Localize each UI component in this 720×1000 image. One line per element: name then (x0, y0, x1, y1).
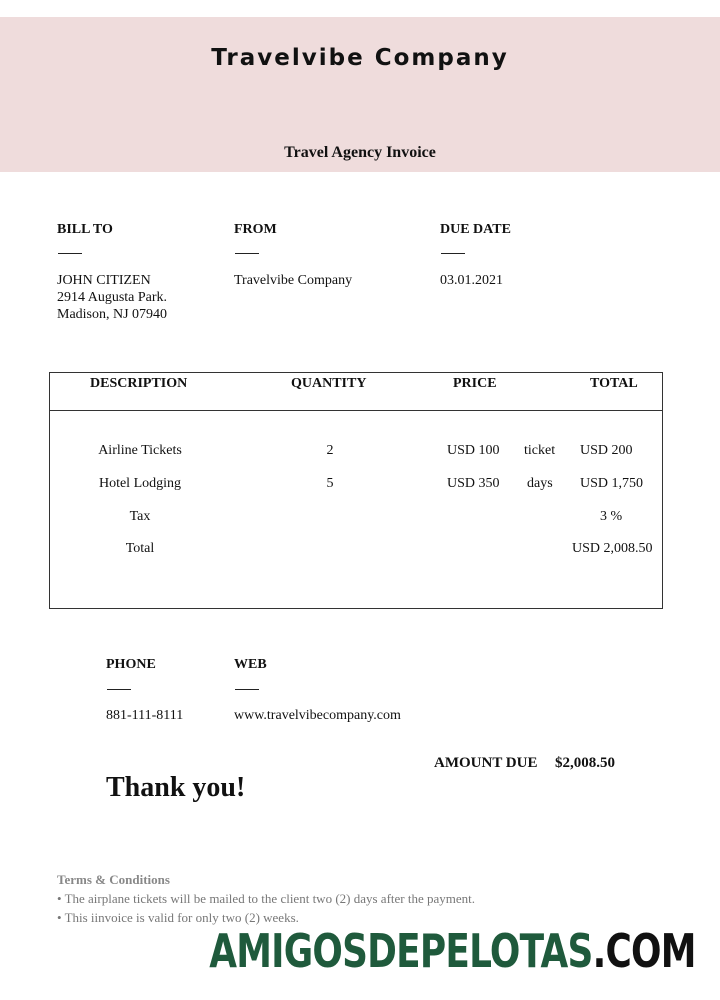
phone-value: 881-111-8111 (106, 708, 184, 723)
web-value: www.travelvibecompany.com (234, 708, 401, 723)
row-price: USD 100 (447, 443, 500, 458)
bill-to-address-line1: 2914 Augusta Park. (57, 290, 168, 305)
row-total: USD 2,008.50 (572, 541, 653, 556)
company-title: Travelvibe Company (211, 45, 509, 71)
invoice-header (0, 17, 720, 172)
bill-to-block (57, 272, 167, 323)
due-date-value: 03.01.2021 (440, 273, 503, 288)
row-unit: days (527, 476, 553, 491)
col-header-total: TOTAL (590, 376, 638, 391)
watermark-name: AMIGOSDEPELOTAS (209, 924, 593, 978)
from-value: Travelvibe Company (234, 273, 353, 288)
row-total: 3 % (600, 509, 623, 524)
row-description: Tax (129, 509, 151, 524)
due-date-divider (441, 253, 465, 254)
phone-label: PHONE (106, 657, 156, 672)
row-quantity: 2 (326, 443, 334, 458)
bill-to-divider (58, 253, 82, 254)
col-header-description: DESCRIPTION (90, 376, 188, 391)
terms-item: • The airplane tickets will be mailed to the client two (2) days after the payment. (57, 891, 476, 906)
terms-section (57, 872, 475, 926)
terms-title: Terms & Conditions (57, 872, 170, 887)
thank-you-text: Thank you! (106, 772, 246, 803)
amount-due (434, 755, 615, 772)
watermark-logo (210, 924, 696, 978)
amount-due-label: AMOUNT DUE (434, 755, 538, 771)
from-label: FROM (234, 222, 277, 237)
bill-to-address-line2: Madison, NJ 07940 (57, 307, 168, 322)
from-divider (235, 253, 259, 254)
due-date-label: DUE DATE (440, 222, 511, 237)
bill-to-label: BILL TO (57, 222, 113, 237)
web-label: WEB (234, 657, 267, 672)
row-total: USD 1,750 (580, 476, 644, 491)
amount-due-value: $2,008.50 (554, 755, 615, 771)
table-header-divider (50, 410, 662, 411)
row-description: Total (125, 541, 155, 556)
row-quantity: 5 (326, 476, 334, 491)
row-total: USD 200 (580, 443, 633, 458)
terms-item: • This iinvoice is valid for only two (2) weeks. (57, 910, 299, 925)
row-unit: ticket (524, 443, 556, 458)
row-description: Airline Tickets (98, 443, 182, 458)
bill-to-name: JOHN CITIZEN (57, 273, 151, 288)
web-divider (235, 689, 259, 690)
invoice-table (49, 372, 663, 609)
col-header-price: PRICE (453, 376, 497, 391)
watermark-ext: .COM (592, 924, 696, 978)
phone-divider (107, 689, 131, 690)
row-description: Hotel Lodging (98, 476, 182, 491)
invoice-subtitle: Travel Agency Invoice (284, 144, 436, 161)
col-header-quantity: QUANTITY (291, 376, 367, 391)
row-price: USD 350 (447, 476, 500, 491)
